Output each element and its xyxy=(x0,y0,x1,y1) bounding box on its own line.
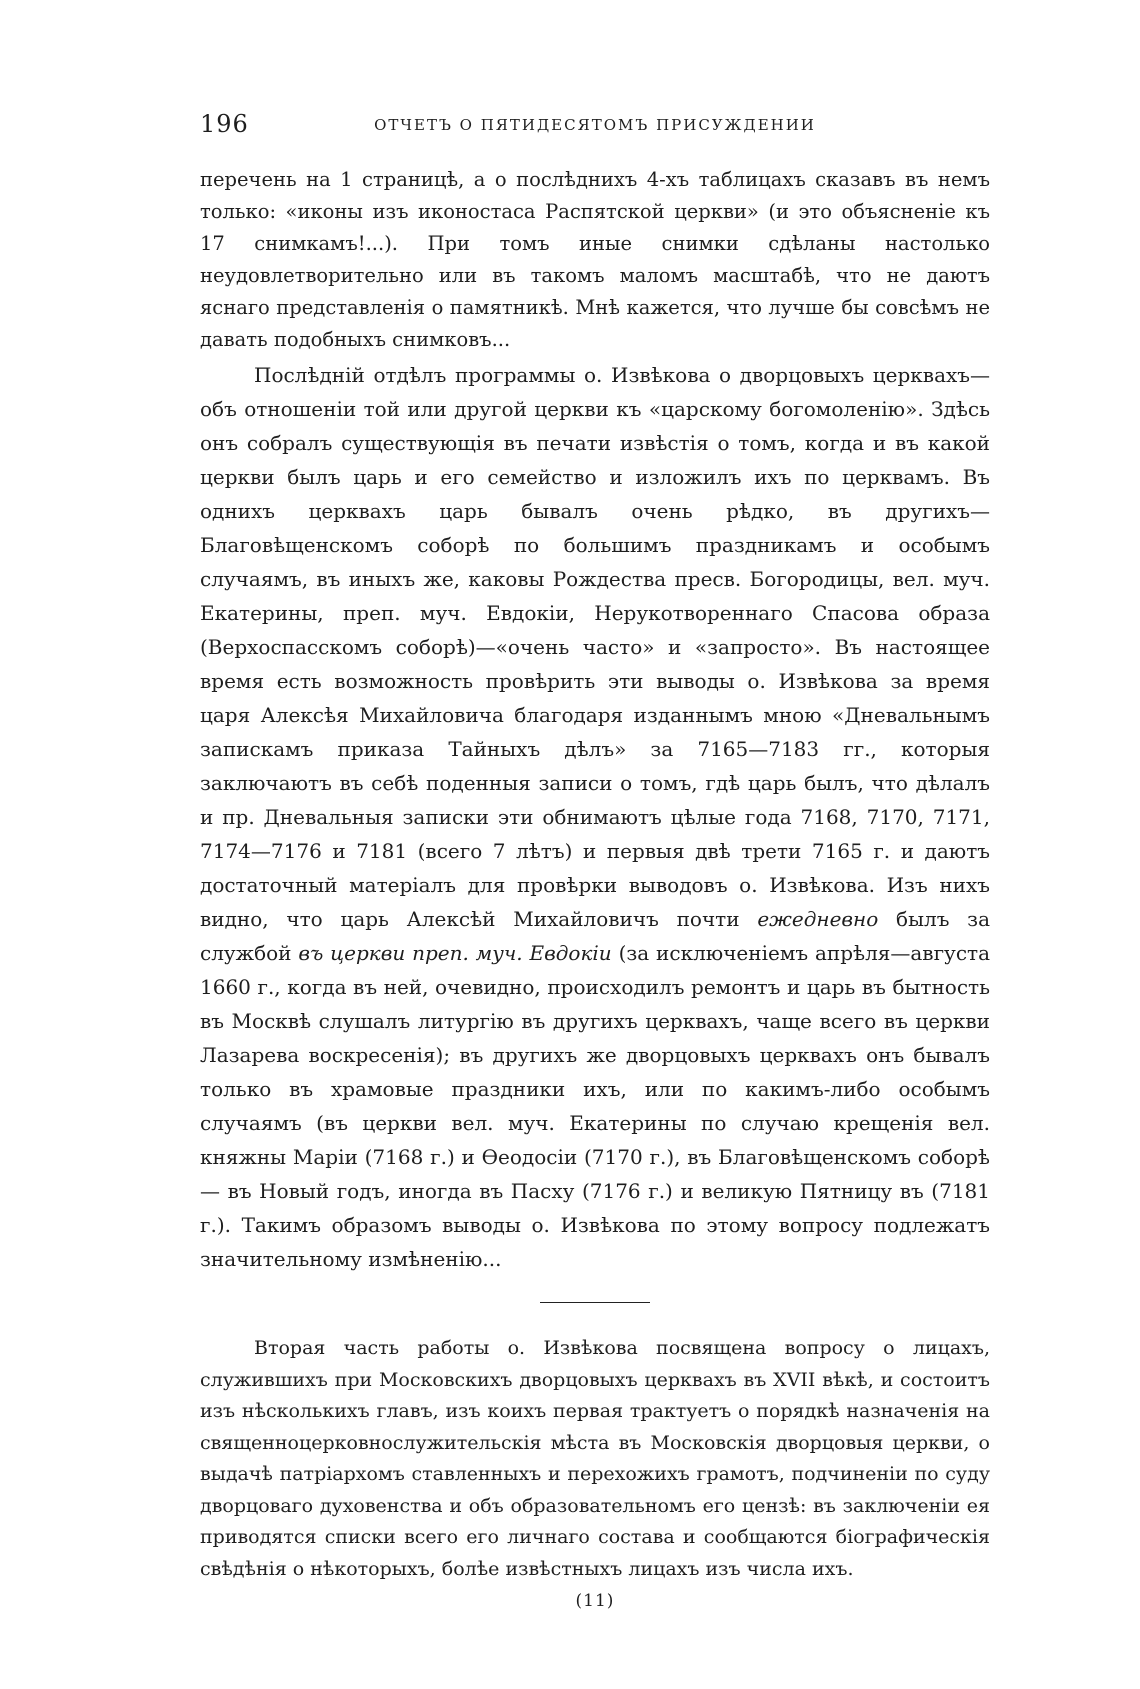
paragraph-text: былъ за службой xyxy=(200,907,990,965)
paragraph-second-part: Вторая часть работы о. Извѣкова посвящена вопросу о лицахъ, служившихъ при Московскихъ дворцовыхъ церквахъ въ XVII вѣкѣ, и состоитъ изъ нѣсколькихъ главъ, изъ коихъ первая трактуетъ о порядкѣ назначенія на священноцерковнослужительскія мѣста въ Московскія дворцовыя церкви, о выдачѣ патріархомъ ставленныхъ и перехожихъ грамотъ, подчиненіи по суду дворцоваго духовенства и объ образовательномъ его цензѣ: въ заключеніи ея приводятся списки всего его личнаго состава и сообщаются біографическія свѣдѣнія о нѣкоторыхъ, болѣе извѣстныхъ лицахъ изъ числа ихъ. xyxy=(200,1337,990,1580)
body-text xyxy=(200,164,990,1611)
page-header xyxy=(200,110,990,146)
paragraph-continued: перечень на 1 страницѣ, а о послѣднихъ 4-хъ таблицахъ сказавъ въ немъ только: «иконы изъ иконостаса Распятской церкви» (и это объясненіе къ 17 снимкамъ!...). При томъ иные снимки сдѣланы настолько неудовлетворительно или въ такомъ маломъ масштабѣ, что не даютъ яснаго представленія о памятникѣ. Мнѣ кажется, что лучше бы совсѣмъ не давать подобныхъ снимковъ... xyxy=(200,168,990,351)
emphasis-church-evdokia: въ церкви преп. муч. Евдокіи xyxy=(298,941,612,965)
running-title: ОТЧЕТЪ О ПЯТИДЕСЯТОМЪ ПРИСУЖДЕНИИ xyxy=(374,116,816,134)
signature-mark: (11) xyxy=(575,1591,615,1611)
emphasis-daily: ежедневно xyxy=(757,907,879,931)
page-number: 196 xyxy=(200,110,249,138)
paragraph-palace-churches xyxy=(200,358,990,1276)
paragraph-text: Послѣдній отдѣлъ программы о. Извѣкова о дворцовыхъ церквахъ— объ отношеніи той или другой церкви къ «царскому богомоленію». Здѣсь онъ собралъ существующія въ печати извѣстія о томъ, когда и въ какой церкви былъ царь и его семейство и изложилъ ихъ по церквамъ. Въ однихъ церквахъ царь бывалъ очень рѣдко, въ другихъ—Благовѣщенскомъ соборѣ по большимъ праздникамъ и особымъ случаямъ, въ иныхъ же, каковы Рождества пресв. Богородицы, вел. муч. Екатерины, преп. муч. Евдокіи, Нерукотвореннаго Спасова образа (Верхоспасскомъ соборѣ)—«очень часто» и «запросто». Въ настоящее время есть возможность провѣрить эти выводы о. Извѣкова за время царя Алексѣя Михайловича благодаря изданнымъ мною «Дневальнымъ запискамъ приказа Тайныхъ дѣлъ» за 7165—7183 гг., которыя заключаютъ въ себѣ поденныя записи о томъ, гдѣ царь былъ, что дѣлалъ и пр. Дневальныя записки эти обнимаютъ цѣлые года 7168, 7170, 7171, 7174—7176 и 7181 (всего 7 лѣтъ) и первыя двѣ трети 7165 г. и даютъ достаточный матеріалъ для провѣрки выводовъ о. Извѣкова. Изъ нихъ видно, что царь Алексѣй Михайловичъ почти xyxy=(200,363,990,931)
paragraph-text: (за исключеніемъ апрѣля—августа 1660 г., когда въ ней, очевидно, происходилъ ремонтъ и царь въ бытность въ Москвѣ слушалъ литургію въ другихъ церквахъ, чаще всего въ церкви Лазарева воскресенія); въ другихъ же дворцовыхъ церквахъ онъ бывалъ только въ храмовые праздники ихъ, или по какимъ-либо особымъ случаямъ (въ церкви вел. муч. Екатерины по случаю крещенія вел. княжны Маріи (7168 г.) и Ѳеодосіи (7170 г.), въ Благовѣщенскомъ соборѣ — въ Новый годъ, иногда въ Пасху (7176 г.) и великую Пятницу въ (7181 г.). Такимъ образомъ выводы о. Извѣкова по этому вопросу подлежатъ значительному измѣненію... xyxy=(200,941,991,1271)
section-divider xyxy=(540,1302,650,1303)
